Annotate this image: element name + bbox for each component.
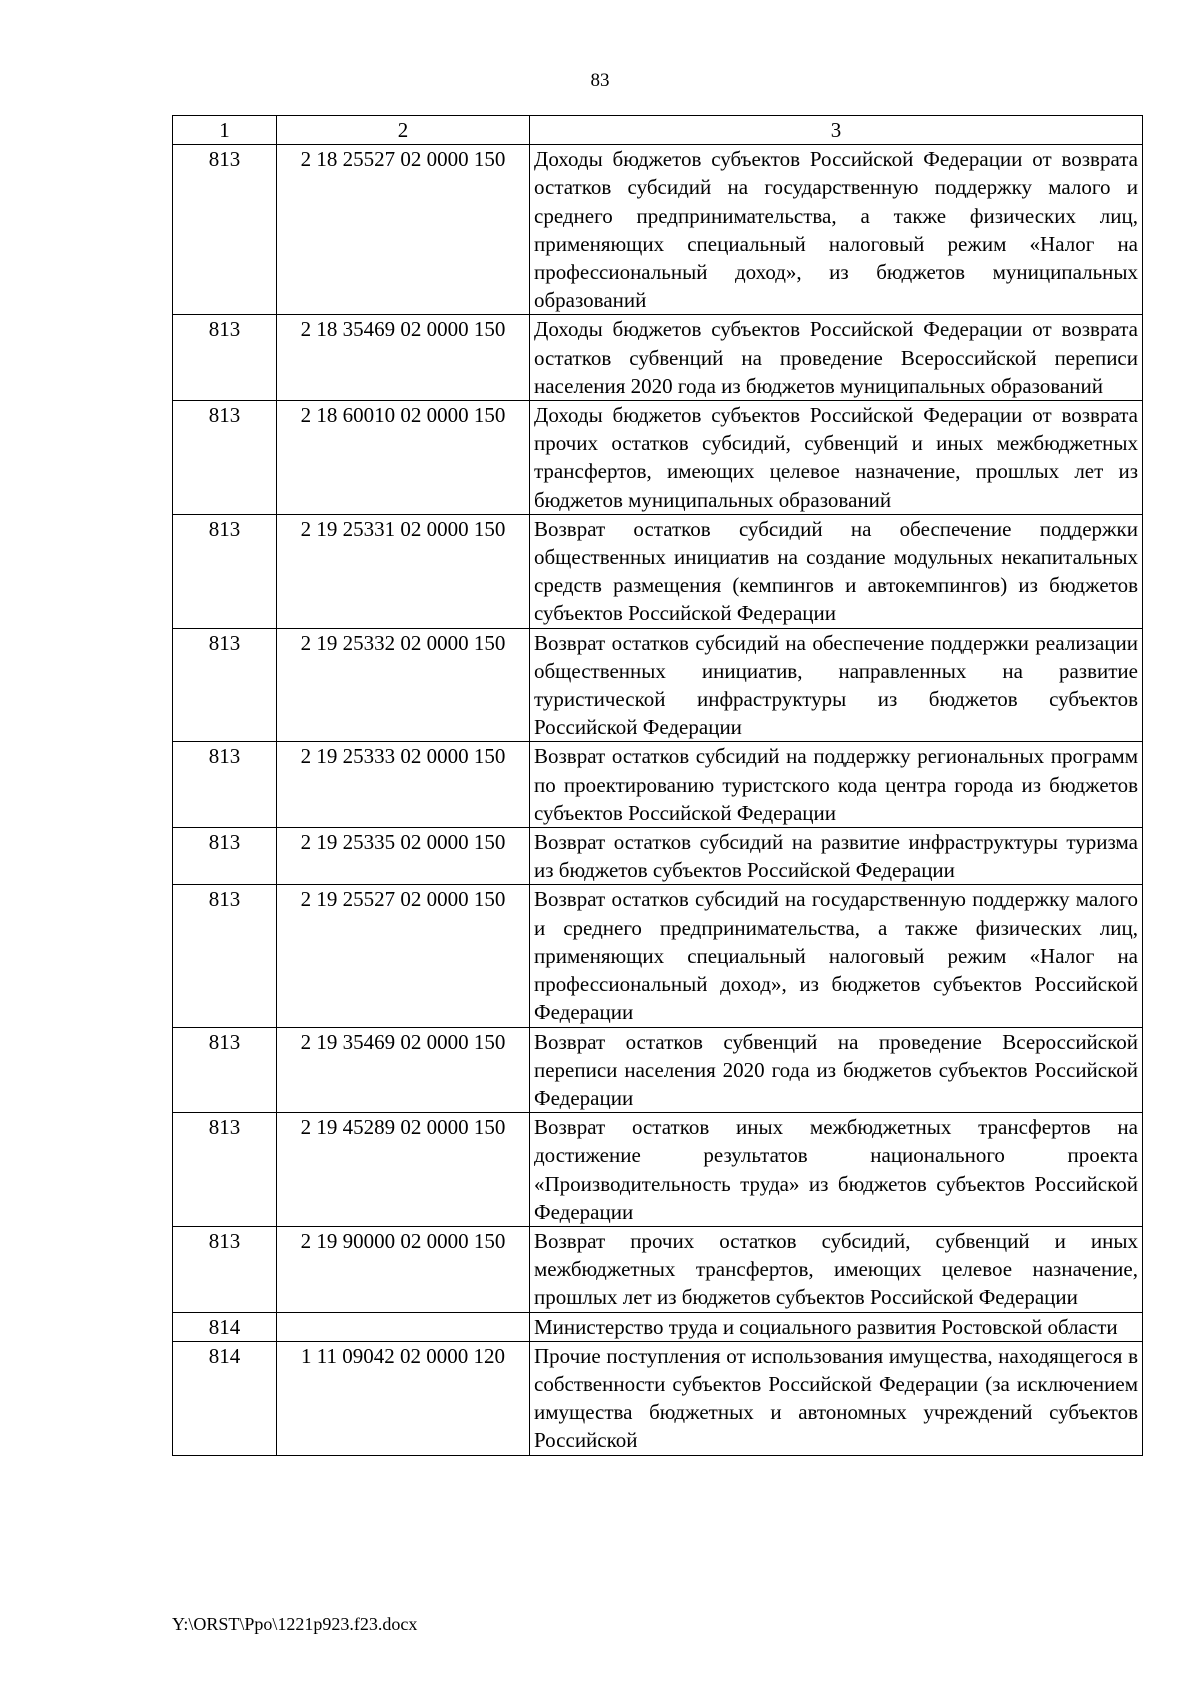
description-cell: Прочие поступления от использования имущества, находящегося в собственности субъектов Российской Федерации (за исключением имущества бюджетных и автономных учреждений субъектов Российской: [530, 1341, 1143, 1455]
table-row: [173, 315, 1143, 401]
table-header-row: [173, 116, 1143, 145]
table-row: [173, 401, 1143, 515]
description-cell: Возврат остатков субсидий на поддержку региональных программ по проектированию туристского кода центра города из бюджетов субъектов Российской Федерации: [530, 742, 1143, 828]
description-cell: Возврат остатков субсидий на развитие инфраструктуры туризма из бюджетов субъектов Российской Федерации: [530, 828, 1143, 885]
description-cell: Возврат остатков субсидий на государственную поддержку малого и среднего предпринимательства, а также физических лиц, применяющих специальный налоговый режим «Налог на профессиональный доход», из бюджетов субъектов Российской Федерации: [530, 885, 1143, 1027]
budget-code-cell: [277, 1312, 530, 1341]
table-row: [173, 1226, 1143, 1312]
table-row: [173, 828, 1143, 885]
admin-code-cell: 813: [173, 1027, 277, 1113]
header-col-2: 2: [277, 116, 530, 145]
description-cell: Доходы бюджетов субъектов Российской Федерации от возврата прочих остатков субсидий, субвенций и иных межбюджетных трансфертов, имеющих целевое назначение, прошлых лет из бюджетов муниципальных образований: [530, 401, 1143, 515]
budget-code-cell: 2 19 25335 02 0000 150: [277, 828, 530, 885]
table-body: [173, 116, 1143, 1456]
table-row: [173, 742, 1143, 828]
header-col-3: 3: [530, 116, 1143, 145]
description-cell: Возврат остатков субсидий на обеспечение поддержки реализации общественных инициатив, направленных на развитие туристической инфраструктуры из бюджетов субъектов Российской Федерации: [530, 628, 1143, 742]
table-row: [173, 514, 1143, 628]
budget-code-cell: 2 19 35469 02 0000 150: [277, 1027, 530, 1113]
description-cell: Возврат остатков иных межбюджетных трансфертов на достижение результатов национального проекта «Производительность труда» из бюджетов субъектов Российской Федерации: [530, 1113, 1143, 1227]
description-cell: Возврат остатков субсидий на обеспечение поддержки общественных инициатив на создание модульных некапитальных средств размещения (кемпингов и автокемпингов) из бюджетов субъектов Российской Федерации: [530, 514, 1143, 628]
admin-code-cell: 813: [173, 514, 277, 628]
admin-code-cell: 814: [173, 1312, 277, 1341]
admin-code-cell: 814: [173, 1341, 277, 1455]
revenue-codes-table: [172, 115, 1143, 1456]
budget-code-cell: 2 18 25527 02 0000 150: [277, 145, 530, 315]
budget-code-cell: 2 19 90000 02 0000 150: [277, 1226, 530, 1312]
table-row: [173, 1027, 1143, 1113]
admin-code-cell: 813: [173, 1226, 277, 1312]
page-number: 83: [590, 70, 610, 91]
admin-code-cell: 813: [173, 742, 277, 828]
table-row: [173, 145, 1143, 315]
budget-code-cell: 2 19 25332 02 0000 150: [277, 628, 530, 742]
admin-code-cell: 813: [173, 315, 277, 401]
table-row: [173, 1312, 1143, 1341]
table-row: [173, 885, 1143, 1027]
admin-code-cell: 813: [173, 828, 277, 885]
table-row: [173, 1113, 1143, 1227]
description-cell: Доходы бюджетов субъектов Российской Федерации от возврата остатков субвенций на проведение Всероссийской переписи населения 2020 года из бюджетов муниципальных образований: [530, 315, 1143, 401]
description-cell: Министерство труда и социального развития Ростовской области: [530, 1312, 1143, 1341]
budget-code-cell: 2 18 35469 02 0000 150: [277, 315, 530, 401]
admin-code-cell: 813: [173, 628, 277, 742]
description-cell: Возврат остатков субвенций на проведение Всероссийской переписи населения 2020 года из бюджетов субъектов Российской Федерации: [530, 1027, 1143, 1113]
admin-code-cell: 813: [173, 145, 277, 315]
budget-code-cell: 1 11 09042 02 0000 120: [277, 1341, 530, 1455]
admin-code-cell: 813: [173, 1113, 277, 1227]
admin-code-cell: 813: [173, 885, 277, 1027]
budget-code-cell: 2 19 25527 02 0000 150: [277, 885, 530, 1027]
table-row: [173, 628, 1143, 742]
table-row: [173, 1341, 1143, 1455]
footer-file-path: Y:\ORST\Ppo\1221p923.f23.docx: [172, 1614, 418, 1634]
budget-code-cell: 2 19 45289 02 0000 150: [277, 1113, 530, 1227]
header-col-1: 1: [173, 116, 277, 145]
description-cell: Доходы бюджетов субъектов Российской Федерации от возврата остатков субсидий на государственную поддержку малого и среднего предпринимательства, а также физических лиц, применяющих специальный налоговый режим «Налог на профессиональный доход», из бюджетов муниципальных образований: [530, 145, 1143, 315]
admin-code-cell: 813: [173, 401, 277, 515]
budget-code-cell: 2 19 25333 02 0000 150: [277, 742, 530, 828]
budget-code-cell: 2 18 60010 02 0000 150: [277, 401, 530, 515]
description-cell: Возврат прочих остатков субсидий, субвенций и иных межбюджетных трансфертов, имеющих целевое назначение, прошлых лет из бюджетов субъектов Российской Федерации: [530, 1226, 1143, 1312]
budget-code-cell: 2 19 25331 02 0000 150: [277, 514, 530, 628]
